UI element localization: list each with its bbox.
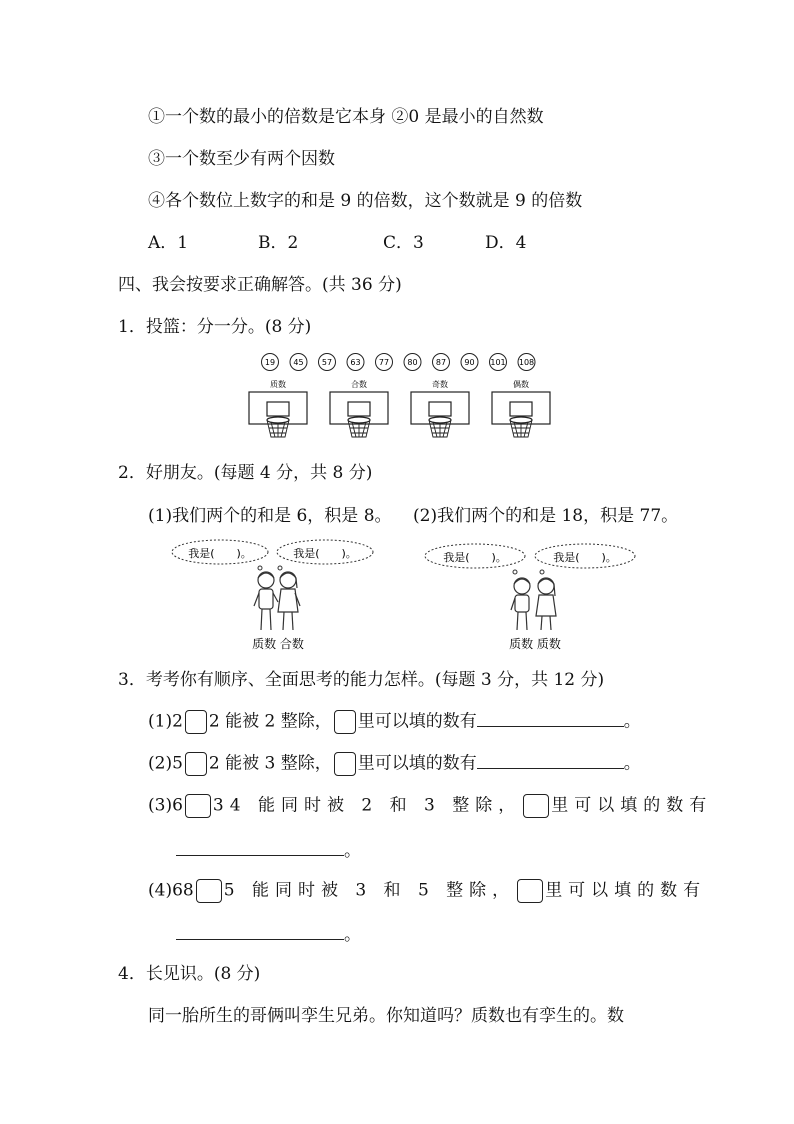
statement-line-3: ④各个数位上数字的和是 9 的倍数，这个数就是 9 的倍数: [148, 191, 583, 211]
q3-part-3: (3)6 34 能同时被 2 和 3 整除， 里可以填的数有: [148, 794, 712, 818]
ball-number: 63: [350, 358, 361, 367]
girl-figure: [278, 572, 300, 630]
q3-part-1: (1)2 2 能被 2 整除， 里可以填的数有 。: [148, 710, 641, 734]
section-4-title: 四、我会按要求正确解答。(共 36 分): [118, 275, 402, 295]
hoop-label: 质数: [270, 380, 286, 389]
ball-number: 101: [490, 358, 506, 367]
q4-text: 同一胎所生的哥俩叫孪生兄弟。你知道吗？质数也有孪生的。数: [148, 1006, 624, 1026]
labels-2: 质数 质数: [509, 637, 561, 651]
answer-box[interactable]: [185, 710, 207, 734]
answer-blank[interactable]: [176, 938, 344, 940]
q4-title: 4．长见识。(8 分): [118, 964, 261, 984]
answer-box[interactable]: [334, 710, 356, 734]
option-a: A．1: [148, 233, 189, 253]
option-b: B．2: [258, 233, 299, 253]
friends-figure-1: [170, 538, 380, 653]
hoop-label: 偶数: [513, 380, 529, 389]
answer-blank[interactable]: [477, 725, 624, 727]
ball-number: 108: [518, 358, 535, 367]
q3-part-4: (4)68 5 能同时被 3 和 5 整除， 里可以填的数有: [148, 879, 706, 903]
answer-box[interactable]: [196, 879, 222, 903]
option-c: C．3: [383, 233, 424, 253]
ball-number: 19: [264, 358, 276, 367]
answer-box[interactable]: [185, 794, 211, 818]
basketball-figure: [244, 350, 554, 445]
statement-line-2: ③一个数至少有两个因数: [148, 149, 335, 169]
q2-sub-2: (2)我们两个的和是 18，积是 77。: [413, 506, 679, 526]
answer-box[interactable]: [523, 794, 549, 818]
ball-number: 77: [378, 358, 390, 367]
boy-figure: [254, 572, 278, 630]
hoop-1: [249, 379, 307, 437]
q3-part-4-blank: 。: [176, 924, 361, 946]
ball-number: 87: [435, 358, 447, 367]
answer-box[interactable]: [185, 752, 207, 776]
ball-number: 80: [407, 358, 418, 367]
girl-figure-2: [536, 578, 556, 630]
hoop-4: [492, 379, 550, 437]
option-d: D．4: [485, 233, 527, 253]
hoop-label: 合数: [351, 380, 367, 389]
q2-title: 2．好朋友。(每题 4 分，共 8 分): [118, 463, 373, 483]
q2-sub-1: (1)我们两个的和是 6，积是 8。: [148, 506, 392, 526]
boy-figure-2: [511, 578, 530, 630]
bubble-text-1a: 我是( )。: [188, 547, 252, 560]
answer-box[interactable]: [334, 752, 356, 776]
ball-number: 57: [321, 358, 333, 367]
ball-number: 90: [464, 358, 475, 367]
friends-figure-2: [420, 538, 640, 653]
hoop-2: [330, 379, 388, 437]
hoop-3: [411, 379, 469, 437]
hoop-label: 奇数: [432, 380, 448, 389]
bubble-text-2b: 我是( )。: [553, 551, 617, 564]
bubble-text-2a: 我是( )。: [443, 551, 507, 564]
bubble-text-1b: 我是( )。: [293, 547, 357, 560]
answer-blank[interactable]: [176, 854, 344, 856]
labels-1: 质数 合数: [252, 637, 304, 651]
q3-title: 3．考考你有顺序、全面思考的能力怎样。(每题 3 分，共 12 分): [118, 670, 605, 690]
q1-title: 1．投篮：分一分。(8 分): [118, 317, 312, 337]
q3-part-3-blank: 。: [176, 840, 361, 862]
statement-line-1: ①一个数的最小的倍数是它本身 ②0 是最小的自然数: [148, 107, 544, 127]
q3-part-2: (2)5 2 能被 3 整除， 里可以填的数有 。: [148, 752, 641, 776]
ball-number: 45: [293, 358, 304, 367]
answer-box[interactable]: [517, 879, 543, 903]
answer-blank[interactable]: [477, 767, 624, 769]
